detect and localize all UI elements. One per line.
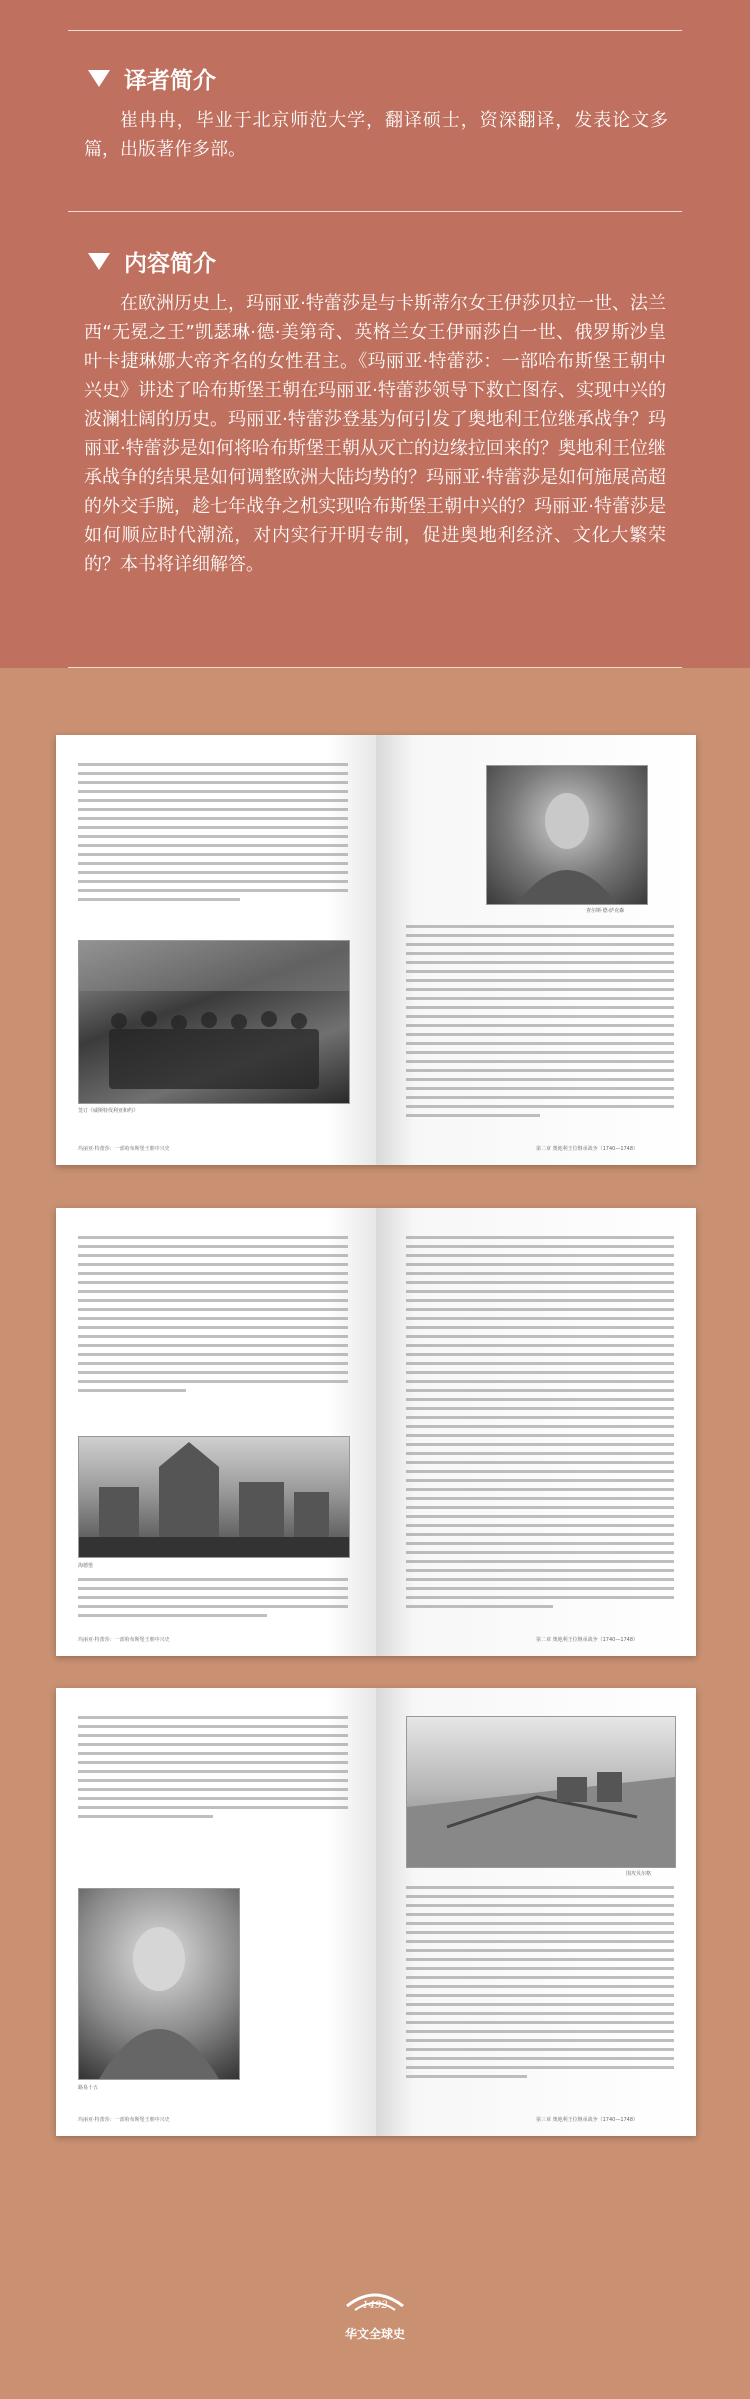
triangle-bullet-icon bbox=[88, 70, 110, 87]
figure-caption: 围攻贝尔格 bbox=[626, 1871, 652, 1877]
portrait-engraving bbox=[487, 766, 647, 904]
divider-top bbox=[68, 30, 682, 31]
text-block bbox=[406, 925, 674, 1123]
divider-mid bbox=[68, 211, 682, 212]
spread-3-right-page bbox=[376, 1688, 696, 2136]
louis-xv-portrait bbox=[78, 1888, 240, 2080]
page-footer: 第二章 奥地利王位继承战争（1740—1748） bbox=[536, 1146, 639, 1152]
portrait-engraving bbox=[79, 1889, 239, 2079]
text-block bbox=[78, 1716, 348, 1824]
figure-caption: 海德堡 bbox=[78, 1563, 94, 1569]
portrait-image bbox=[486, 765, 648, 905]
text-block bbox=[406, 1236, 674, 1614]
spread-3-left-page bbox=[56, 1688, 376, 2136]
spread-2-left-page bbox=[56, 1208, 376, 1656]
spread-1-right-page bbox=[376, 735, 696, 1165]
logo-mark-text: 1492 bbox=[362, 2300, 388, 2311]
town-engraving bbox=[79, 1437, 349, 1557]
book-spread-2 bbox=[56, 1208, 696, 1656]
text-block bbox=[406, 1886, 674, 2084]
triangle-bullet-icon bbox=[88, 253, 110, 270]
figure-caption: 路易十五 bbox=[78, 2085, 99, 2091]
page-footer: 玛丽亚·特蕾莎：一部哈布斯堡王朝中兴史 bbox=[78, 2117, 170, 2123]
content-text: 在欧洲历史上，玛丽亚·特蕾莎是与卡斯蒂尔女王伊莎贝拉一世、法兰西“无冕之王”凯瑟琳·德·美第奇、英格兰女王伊丽莎白一世、俄罗斯沙皇叶卡捷琳娜大帝齐名的女性君主。《玛丽亚·特蕾莎：一部哈布斯堡王朝中兴史》讲述了哈布斯堡王朝在玛丽亚·特蕾莎领导下救亡图存、实现中兴的波澜壮阔的历史。玛丽亚·特蕾莎登基为何引发了奥地利王位继承战争？玛丽亚·特蕾莎是如何将哈布斯堡王朝从灭亡的边缘拉回来的？奥地利王位继承战争的结果是如何调整欧洲大陆均势的？玛丽亚·特蕾莎是如何施展高超的外交手腕，趁七年战争之机实现哈布斯堡王朝中兴的？玛丽亚·特蕾莎是如何顺应时代潮流，对内实行开明专制，促进奥地利经济、文化大繁荣的？本书将详细解答。 bbox=[84, 293, 666, 575]
page-footer: 第二章 奥地利王位继承战争（1740—1748） bbox=[536, 1637, 639, 1643]
text-block bbox=[78, 763, 348, 907]
siege-illustration bbox=[406, 1716, 676, 1868]
translator-heading-text: 译者简介 bbox=[124, 68, 216, 94]
publisher-logo bbox=[335, 2282, 415, 2342]
city-illustration bbox=[78, 1436, 350, 1558]
page-footer: 玛丽亚·特蕾莎：一部哈布斯堡王朝中兴史 bbox=[78, 1146, 170, 1152]
siege-engraving bbox=[407, 1717, 675, 1867]
page-footer: 玛丽亚·特蕾莎：一部哈布斯堡王朝中兴史 bbox=[78, 1637, 170, 1643]
figure-caption: 签订《威斯特伐利亚和约》 bbox=[78, 1108, 139, 1114]
portrait-caption: 查尔斯·德·萨克森 bbox=[586, 908, 625, 914]
text-block bbox=[78, 1236, 348, 1398]
translator-text: 崔冉冉，毕业于北京师范大学，翻译硕士，资深翻译，发表论文多篇，出版著作多部。 bbox=[84, 110, 668, 160]
translator-heading bbox=[88, 62, 216, 95]
logo-text: 华文全球史 bbox=[344, 2327, 405, 2341]
book-spread-3 bbox=[56, 1688, 696, 2136]
engraving-image bbox=[79, 941, 349, 1103]
spread-1-left-page bbox=[56, 735, 376, 1165]
page-footer: 第三章 奥地利王位继承战争（1740—1748） bbox=[536, 2117, 639, 2123]
content-heading bbox=[88, 245, 216, 278]
treaty-illustration bbox=[78, 940, 350, 1104]
spread-2-right-page bbox=[376, 1208, 696, 1656]
text-block bbox=[78, 1578, 348, 1623]
book-spread-1 bbox=[56, 735, 696, 1165]
content-heading-text: 内容简介 bbox=[124, 251, 216, 277]
divider-bottom bbox=[68, 667, 682, 668]
